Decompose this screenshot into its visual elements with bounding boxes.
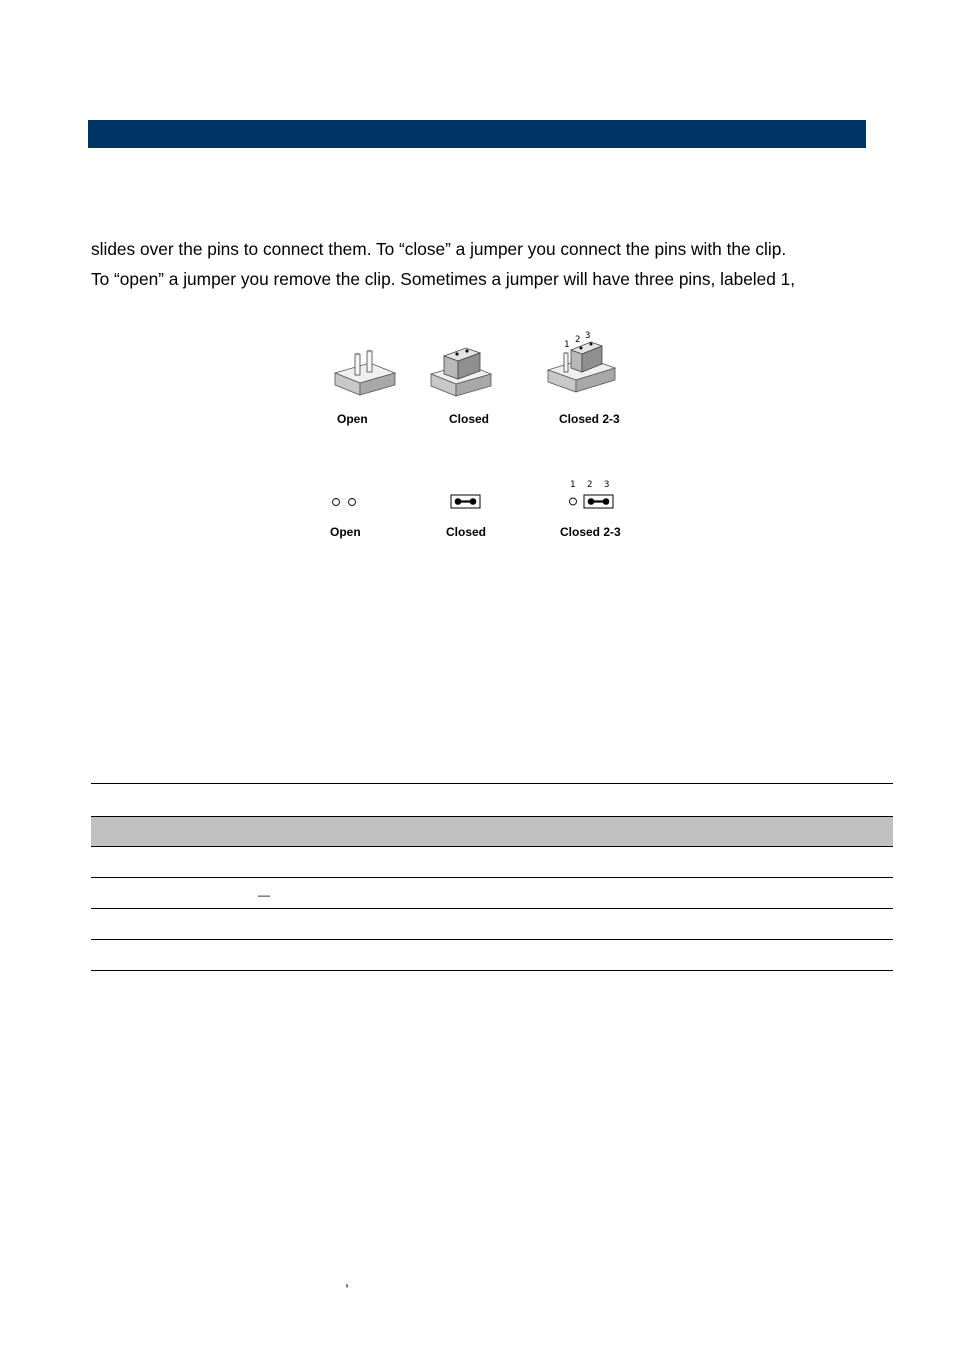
label-open-schematic: Open <box>330 525 361 539</box>
jumper-closed-2-3-3d-icon <box>545 338 625 398</box>
table-bottom-rule <box>91 970 893 971</box>
jumper-closed-2-3-schematic-icon <box>566 494 616 510</box>
table-row-rule <box>91 877 893 878</box>
label-closed-2-3-3d: Closed 2-3 <box>559 412 620 426</box>
pin-number-1-schematic: 1 <box>570 480 576 490</box>
pin-number-1-3d: 1 <box>564 340 570 350</box>
pin-number-3-3d: 3 <box>585 331 591 341</box>
label-closed-3d: Closed <box>449 412 490 426</box>
body-text-line-1: slides over the pins to connect them. To “close” a jumper you connect the pins with the clip. <box>91 239 787 259</box>
label-closed-2-3-schematic: Closed 2-3 <box>560 525 621 539</box>
stray-mark: , <box>345 1273 349 1289</box>
table-header-row <box>91 816 893 847</box>
pin-number-3-schematic: 3 <box>604 480 610 490</box>
jumper-closed-3d-icon <box>428 343 498 398</box>
jumper-open-schematic-icon <box>330 496 360 508</box>
table-row-rule <box>91 908 893 909</box>
jumper-open-3d-icon <box>330 345 400 400</box>
table-cell-dash: — <box>258 888 270 902</box>
section-header-bar <box>88 120 866 148</box>
label-closed-schematic: Closed <box>446 525 487 539</box>
pin-number-2-schematic: 2 <box>587 480 593 490</box>
table-row-rule <box>91 939 893 940</box>
table-top-rule <box>91 783 893 784</box>
body-text-line-2: To “open” a jumper you remove the clip. Sometimes a jumper will have three pins, labeled 1, <box>91 269 796 289</box>
pin-number-2-3d: 2 <box>575 335 581 345</box>
jumper-closed-schematic-icon <box>450 494 482 510</box>
label-open-3d: Open <box>337 412 368 426</box>
